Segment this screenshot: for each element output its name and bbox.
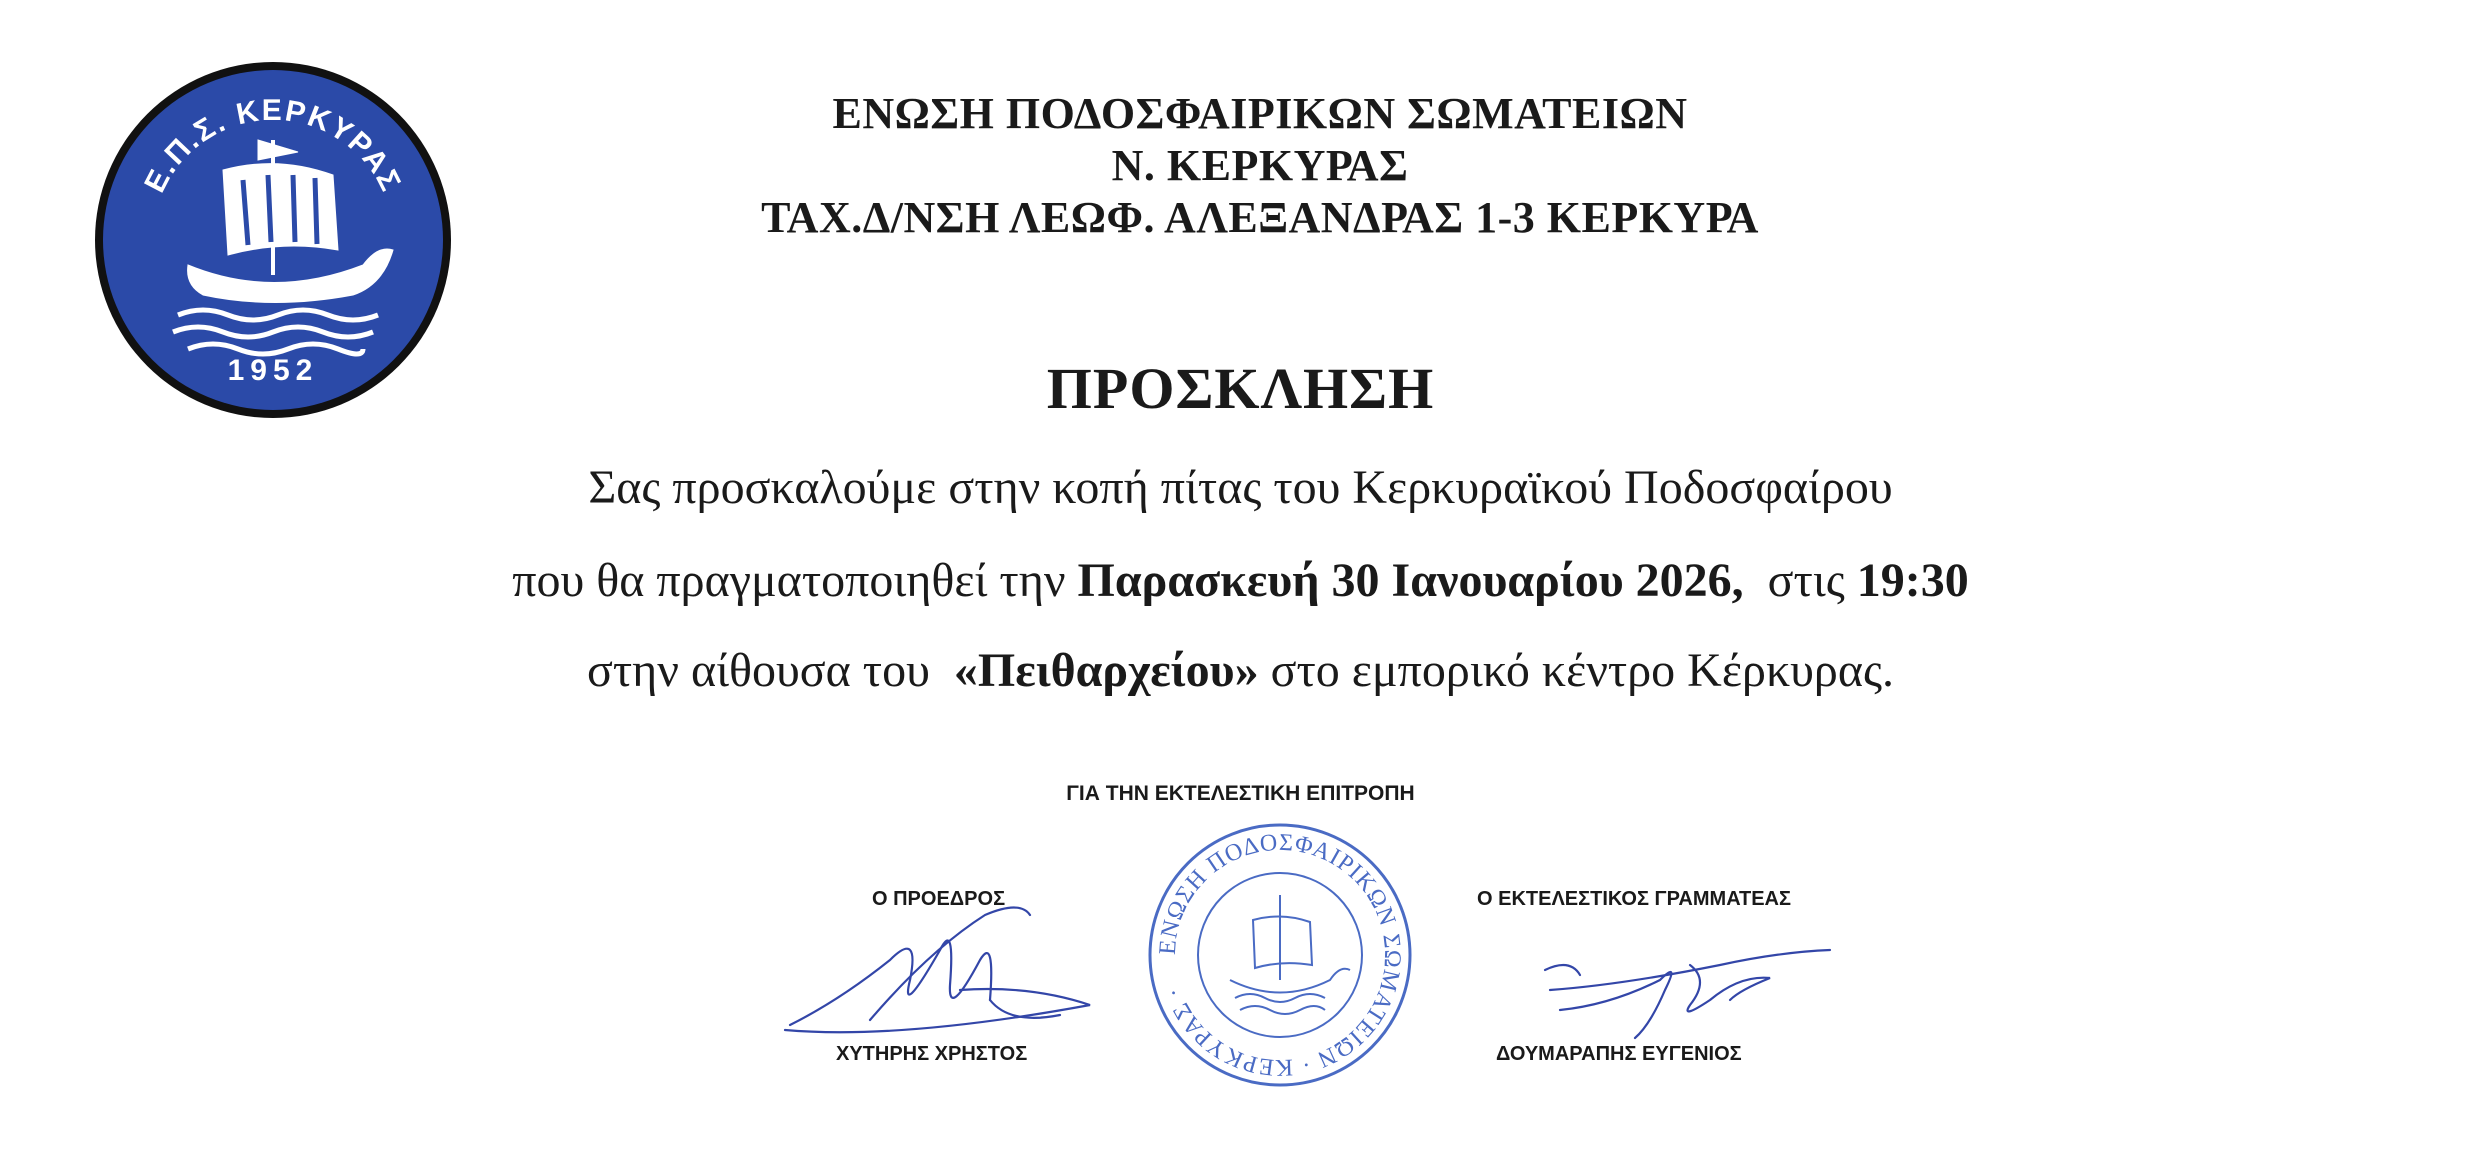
- committee-label: ΓΙΑ ΤΗΝ ΕΚΤΕΛΕΣΤΙΚΗ ΕΠΙΤΡΟΠΗ: [1066, 782, 1415, 805]
- logo-year: 1952: [227, 354, 319, 387]
- header-line-2: Ν. ΚΕΡΚΥΡΑΣ: [1111, 141, 1409, 190]
- invitation-line-2: [0, 553, 2481, 608]
- header-line-1: ΕΝΩΣΗ ΠΟΔΟΣΦΑΙΡΙΚΩΝ ΣΩΜΑΤΕΙΩΝ: [832, 89, 1688, 138]
- line2-prefix: που θα πραγματοποιηθεί την: [512, 554, 1078, 607]
- invitation-line-3: [0, 643, 2481, 698]
- organization-stamp: [1145, 820, 1415, 1090]
- event-date: Παρασκευή 30 Ιανουαρίου 2026,: [1077, 554, 1744, 607]
- president-signature: [780, 890, 1100, 1040]
- stamp-text: ΕΝΩΣΗ ΠΟΔΟΣΦΑΙΡΙΚΩΝ ΣΩΜΑΤΕΙΩΝ · ΚΕΡΚΥΡΑΣ ·: [1154, 829, 1406, 1081]
- president-name: ΧΥΤΗΡΗΣ ΧΡΗΣΤΟΣ: [836, 1043, 1028, 1065]
- line2-mid: στις: [1743, 554, 1857, 607]
- secretary-name: ΔΟΥΜΑΡΑΠΗΣ ΕΥΓΕΝΙΟΣ: [1496, 1043, 1742, 1065]
- invitation-title: ΠΡΟΣΚΛΗΣΗ: [1046, 356, 1435, 421]
- header-line-3: ΤΑΧ.Δ/ΝΣΗ ΛΕΩΦ. ΑΛΕΞΑΝΔΡΑΣ 1-3 ΚΕΡΚΥΡΑ: [761, 193, 1759, 242]
- logo-top-text: Ε.Π.Σ. ΚΕΡΚΥΡΑΣ: [138, 93, 408, 198]
- organization-header: [560, 88, 1960, 244]
- line3-prefix: στην αίθουσα του: [586, 644, 954, 697]
- secretary-role: Ο ΕΚΤΕΛΕΣΤΙΚΟΣ ΓΡΑΜΜΑΤΕΑΣ: [1477, 888, 1791, 910]
- secretary-signature: [1540, 930, 1840, 1040]
- line3-suffix: στο εμπορικό κέντρο Κέρκυρας.: [1258, 644, 1895, 697]
- event-venue: «Πειθαρχείου»: [953, 644, 1259, 697]
- event-time: 19:30: [1856, 554, 1969, 607]
- invitation-line-1: Σας προσκαλούμε στην κοπή πίτας του Κερκυραϊκού Ποδοσφαίρου: [588, 461, 1893, 514]
- president-role: Ο ΠΡΟΕΔΡΟΣ: [872, 888, 1006, 910]
